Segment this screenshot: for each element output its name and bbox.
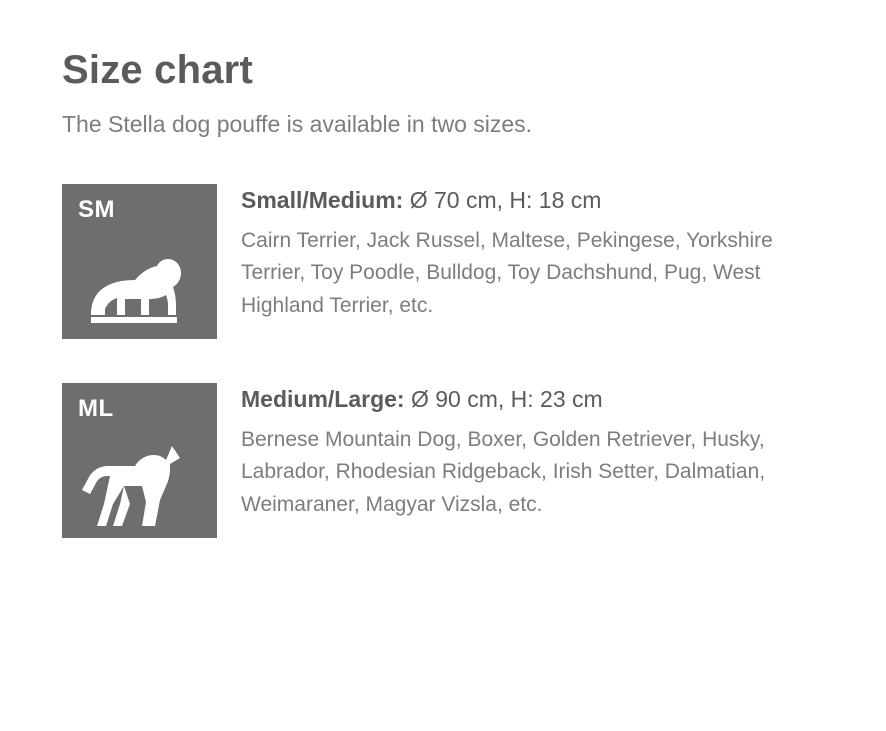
size-row-medium-large — [62, 383, 826, 538]
page-title: Size chart — [62, 48, 253, 92]
small-dog-silhouette-icon — [85, 253, 195, 331]
size-breeds-small-medium: Cairn Terrier, Jack Russel, Maltese, Pekingese, Yorkshire Terrier, Toy Poodle, Bulldog, Toy Dachshund, Pug, West Highland Terrier, etc. — [241, 228, 773, 317]
size-badge-label: ML — [78, 394, 114, 422]
size-heading-lead: Medium/Large: — [241, 385, 405, 412]
large-dog-silhouette-icon — [80, 442, 200, 530]
size-heading-dimensions: Ø 90 cm, H: 23 cm — [404, 385, 603, 412]
size-details-small-medium — [241, 184, 826, 322]
page-subtitle: The Stella dog pouffe is available in two sizes. — [62, 111, 533, 137]
size-badge-medium-large — [62, 383, 217, 538]
size-badge-small-medium — [62, 184, 217, 339]
size-heading-medium-large — [241, 385, 826, 414]
size-heading-lead: Small/Medium: — [241, 186, 404, 213]
size-breeds-medium-large: Bernese Mountain Dog, Boxer, Golden Retriever, Husky, Labrador, Rhodesian Ridgeback, Irish Setter, Dalmatian, Weimaraner, Magyar Vizsla, etc. — [241, 427, 766, 516]
size-row-small-medium — [62, 184, 826, 339]
size-details-medium-large — [241, 383, 826, 521]
size-badge-label: SM — [78, 195, 115, 223]
size-heading-small-medium — [241, 186, 826, 215]
size-heading-dimensions: Ø 70 cm, H: 18 cm — [403, 186, 602, 213]
